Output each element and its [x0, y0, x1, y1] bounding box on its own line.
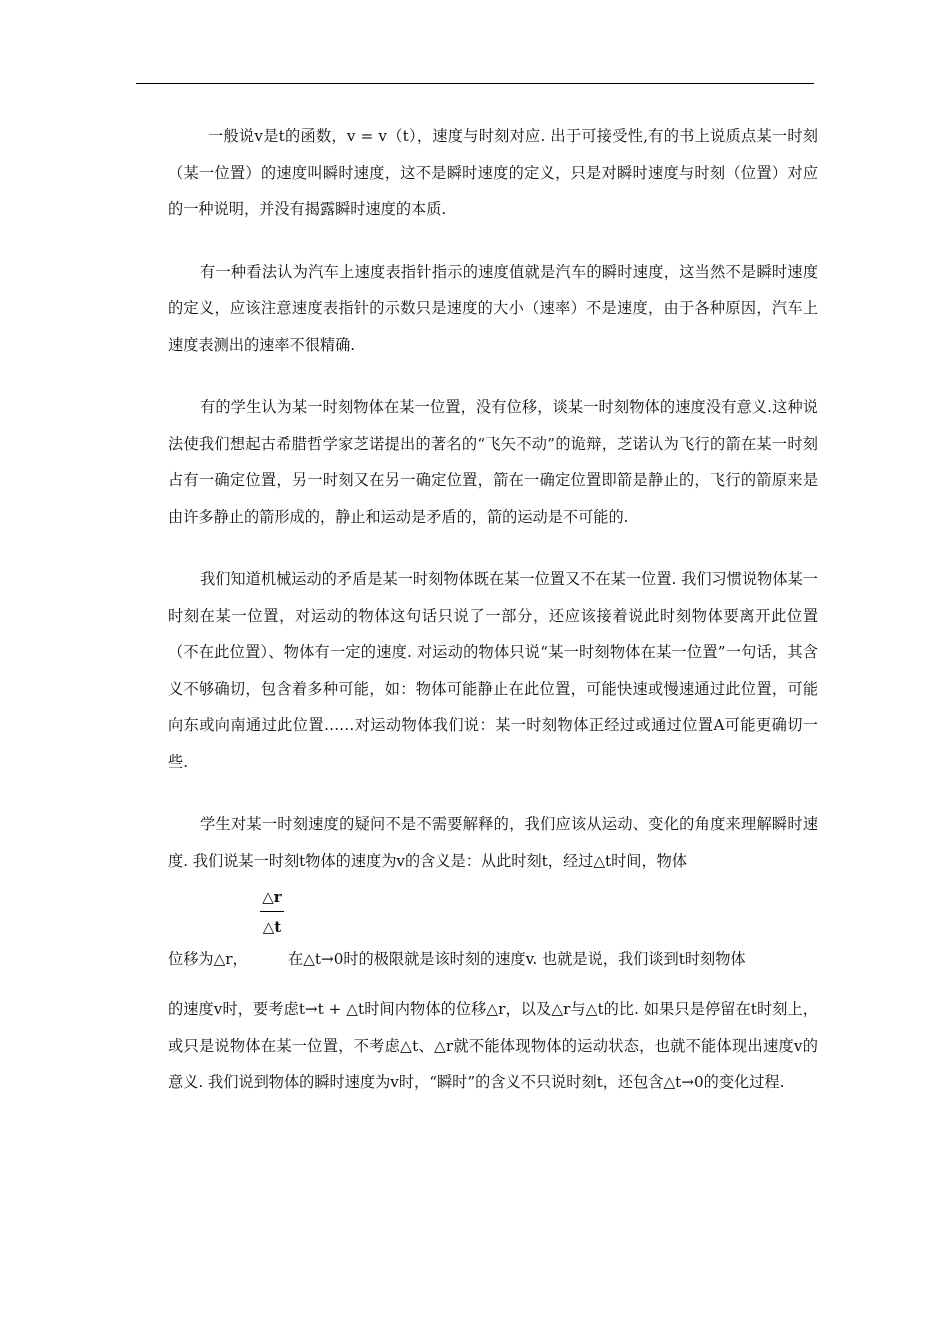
delta-r-over-delta-t-fraction — [260, 887, 284, 937]
fraction-bar — [260, 911, 284, 912]
paragraph-2: 有一种看法认为汽车上速度表指针指示的速度值就是汽车的瞬时速度，这当然不是瞬时速度的定义，应该注意速度表指针的示数只是速度的大小（速率）不是速度，由于各种原因，汽车上速度表测出的速率不很精确. — [168, 262, 818, 354]
fraction-denominator: △t — [262, 918, 282, 936]
fraction-sentence-before: 位移为△r， — [168, 950, 248, 968]
document-body — [168, 118, 818, 1127]
fraction-sentence-after: 在△t→0时的极限就是该时刻的速度v. 也就是说，我们谈到t时刻物体 — [288, 950, 746, 968]
fraction-numerator: △r — [262, 888, 282, 906]
paragraph-1: 一般说v是t的函数，v = v（t），速度与时刻对应. 出于可接受性,有的书上说质点某一时刻（某一位置）的速度叫瞬时速度，这不是瞬时速度的定义，只是对瞬时速度与时刻（位置）对应的一种说明，并没有揭露瞬时速度的本质. — [168, 127, 818, 218]
header-rule — [136, 83, 814, 84]
paragraph-3: 有的学生认为某一时刻物体在某一位置，没有位移，谈某一时刻物体的速度没有意义.这种说法使我们想起古希腊哲学家芝诺提出的著名的“飞矢不动”的诡辩，芝诺认为飞行的箭在某一时刻占有一确定位置，另一时刻又在另一确定位置，箭在一确定位置即箭是静止的，飞行的箭原来是由许多静止的箭形成的，静止和运动是矛盾的，箭的运动是不可能的. — [168, 398, 818, 526]
paragraph-4: 我们知道机械运动的矛盾是某一时刻物体既在某一位置又不在某一位置. 我们习惯说物体某一时刻在某一位置，对运动的物体这句话只说了一部分，还应该接着说此时刻物体要离开此位置（不在此位置）、物体有一定的速度. 对运动的物体只说“某一时刻物体在某一位置”一句话，其含义不够确切，包含着多种可能，如：物体可能静止在此位置，可能快速或慢速通过此位置，可能向东或向南通过此位置……对运动物体我们说：某一时刻物体正经过或通过位置A可能更确切一些. — [168, 570, 818, 771]
paragraph-closing: 的速度v时，要考虑t→t + △t时间内物体的位移△r，以及△r与△t的比. 如果只是停留在t时刻上，或只是说物体在某一位置，不考虑△t、△r就不能体现物体的运动状态，也就不能体现出速度v的意义. 我们说到物体的瞬时速度为v时，“瞬时”的含义不只说时刻t，还包含△t→0的变化过程. — [168, 1000, 818, 1091]
fraction-line — [168, 879, 818, 991]
paragraph-5: 学生对某一时刻速度的疑问不是不需要解释的，我们应该从运动、变化的角度来理解瞬时速度. 我们说某一时刻t物体的速度为v的含义是：从此时刻t，经过△t时间，物体 — [168, 815, 818, 870]
